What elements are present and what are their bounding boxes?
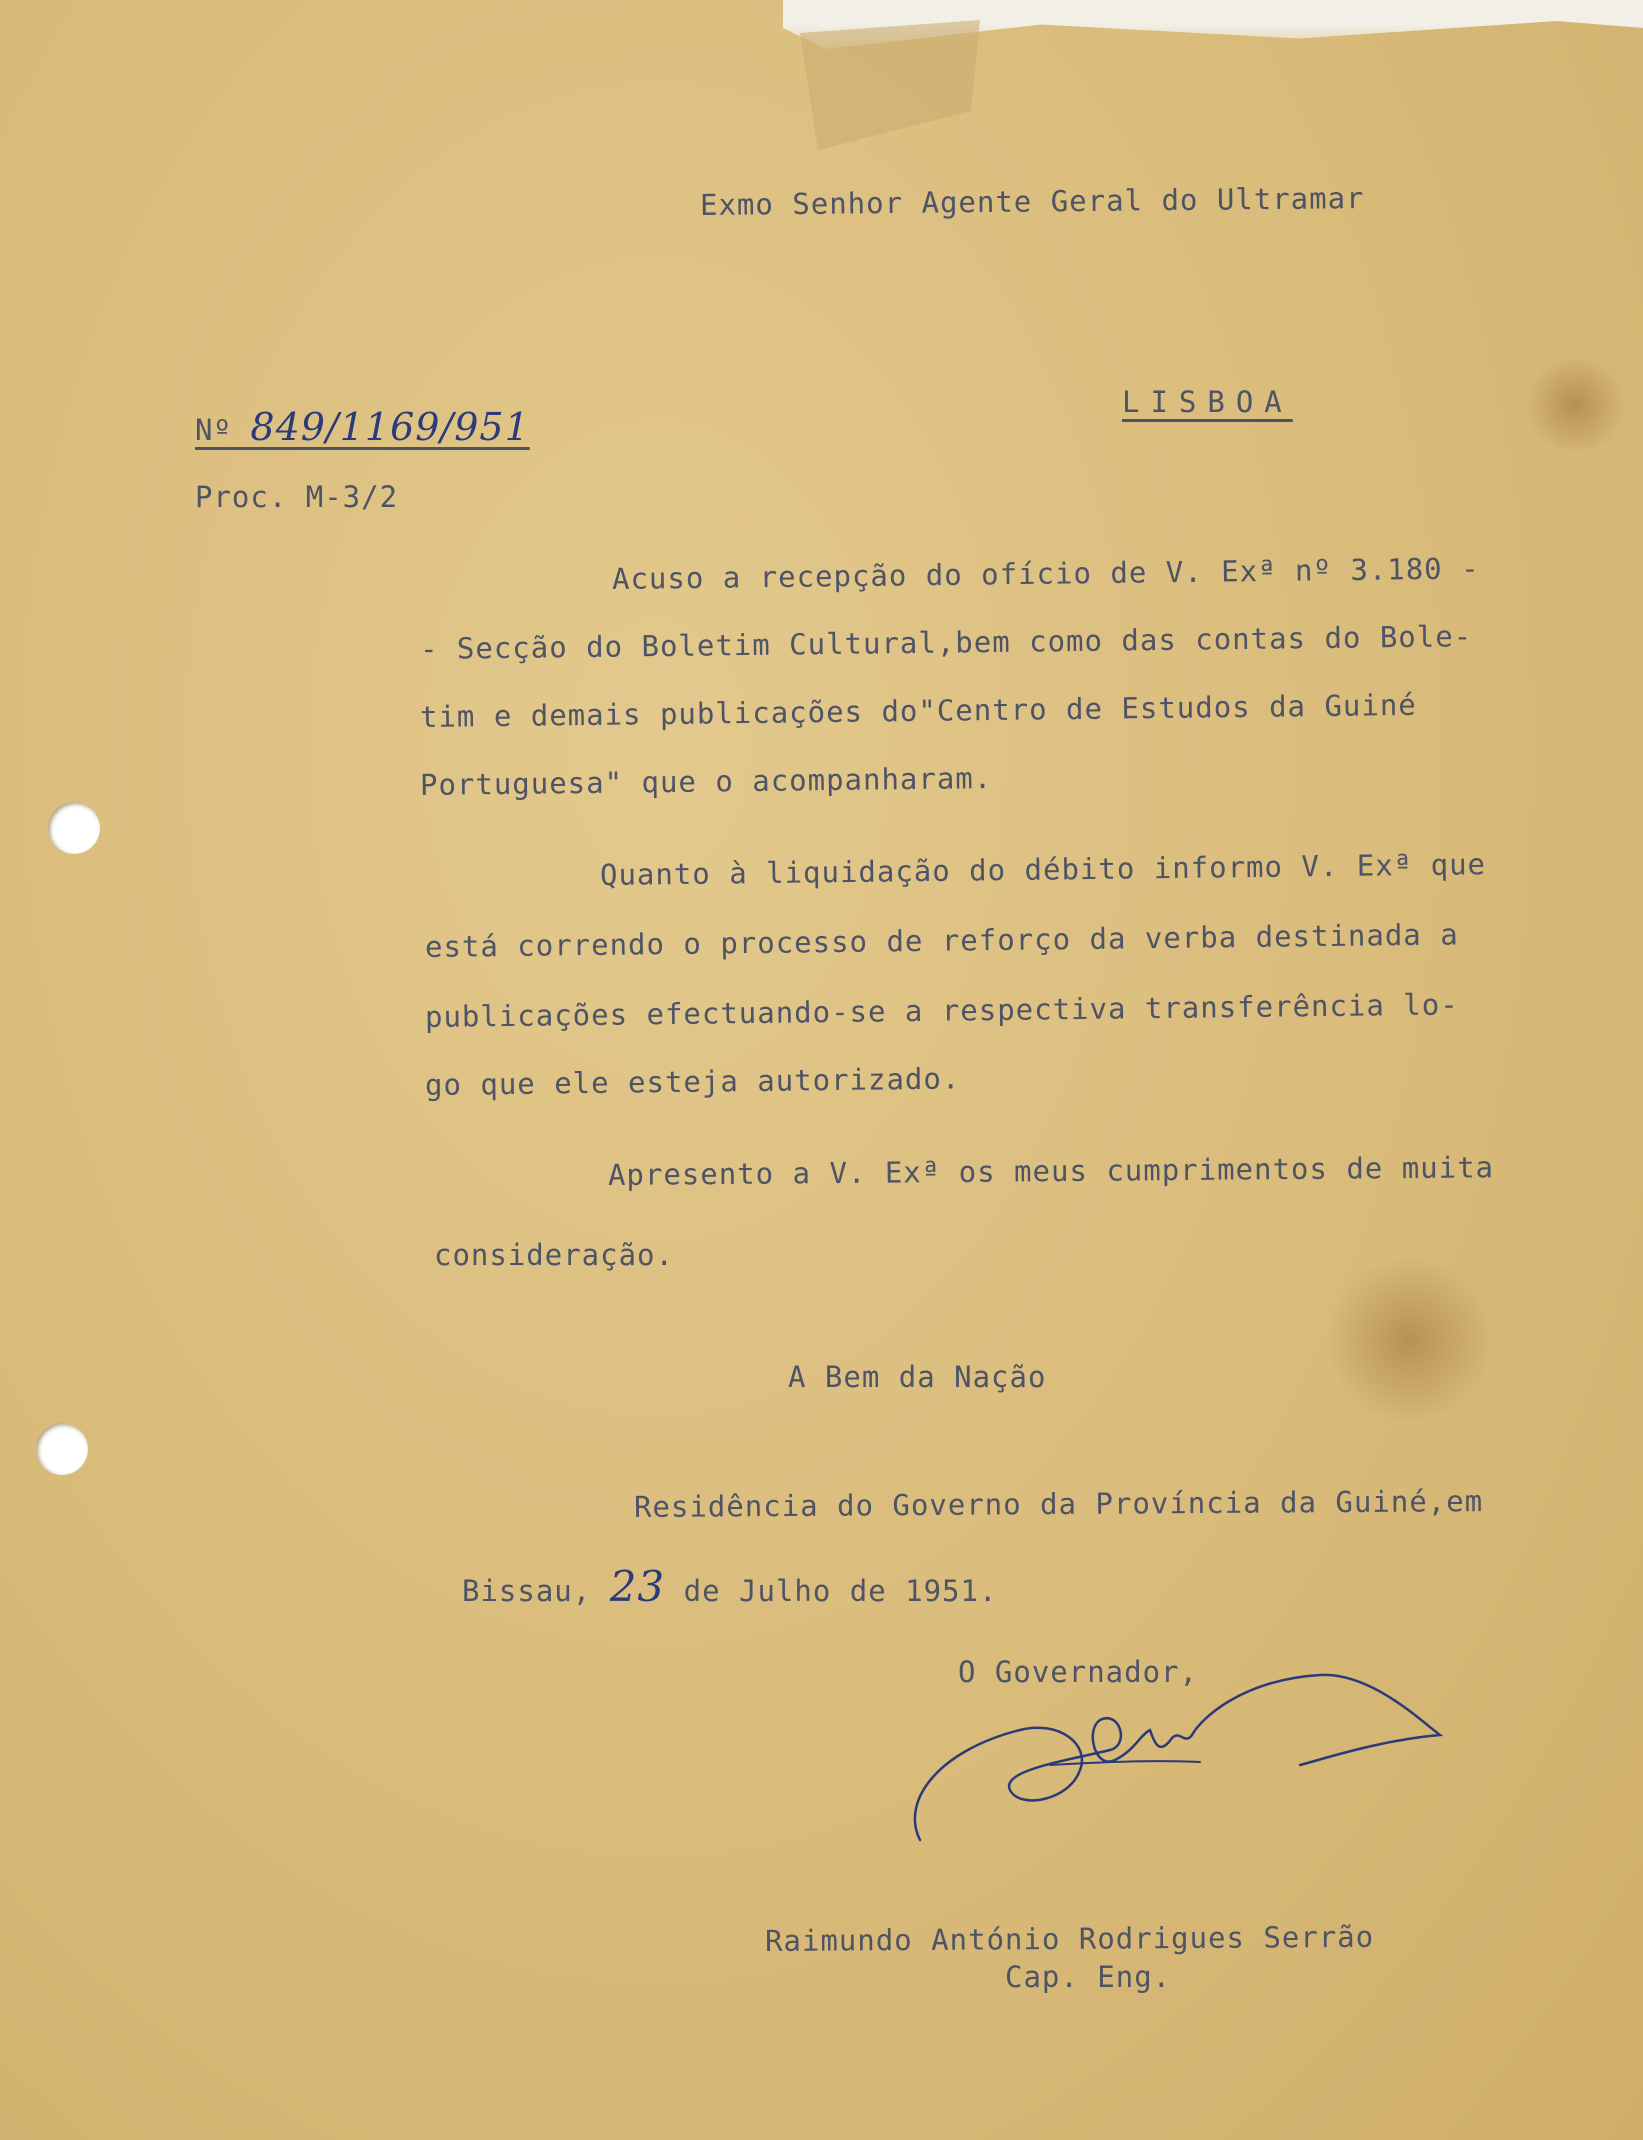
destination: LISBOA (1122, 385, 1293, 419)
addressee: Exmo Senhor Agente Geral do Ultramar (699, 181, 1365, 222)
stain (1320, 1260, 1500, 1420)
signer-rank: Cap. Eng. (1005, 1960, 1172, 1994)
signer-name: Raimundo António Rodrigues Serrão (764, 1919, 1375, 1958)
body-line: Quanto à liquidação do débito informo V. Exª que (599, 847, 1487, 892)
signature (900, 1650, 1460, 1850)
body-line: Acuso a recepção do ofício de V. Exª nº 3.180 - (611, 551, 1480, 596)
place-line: Residência do Governo da Província da Guiné,em (633, 1484, 1484, 1524)
body-line: Apresento a V. Exª os meus cumprimentos de muita (607, 1150, 1495, 1192)
body-line: está correndo o processo de reforço da verba destinada a (424, 917, 1459, 964)
reference-number-line (195, 405, 530, 449)
body-line: publicações efectuando-se a respectiva transferência lo- (424, 987, 1459, 1034)
body-line: consideração. (434, 1238, 674, 1272)
date-city: Bissau, (462, 1574, 592, 1608)
punch-hole (36, 1423, 88, 1475)
body-line: Portuguesa" que o acompanharam. (419, 761, 993, 802)
signer-title: O Governador, (958, 1655, 1198, 1689)
reference-prefix: Nº (195, 413, 232, 447)
body-line: - Secção do Boletim Cultural,bem como das contas do Bole- (419, 619, 1473, 666)
process-ref: Proc. M-3/2 (195, 480, 399, 514)
stain (1520, 360, 1630, 450)
salutation: A Bem da Nação (788, 1360, 1047, 1394)
paper-fold (800, 20, 980, 150)
body-line: go que ele esteja autorizado. (424, 1061, 961, 1102)
punch-hole (48, 802, 100, 854)
reference-number: 849/1169/951 (250, 405, 530, 449)
body-line: tim e demais publicações do"Centro de Estudos da Guiné (419, 687, 1417, 734)
date-day: 23 (609, 1562, 666, 1611)
date-line (462, 1562, 997, 1611)
date-rest: de Julho de 1951. (683, 1574, 998, 1608)
